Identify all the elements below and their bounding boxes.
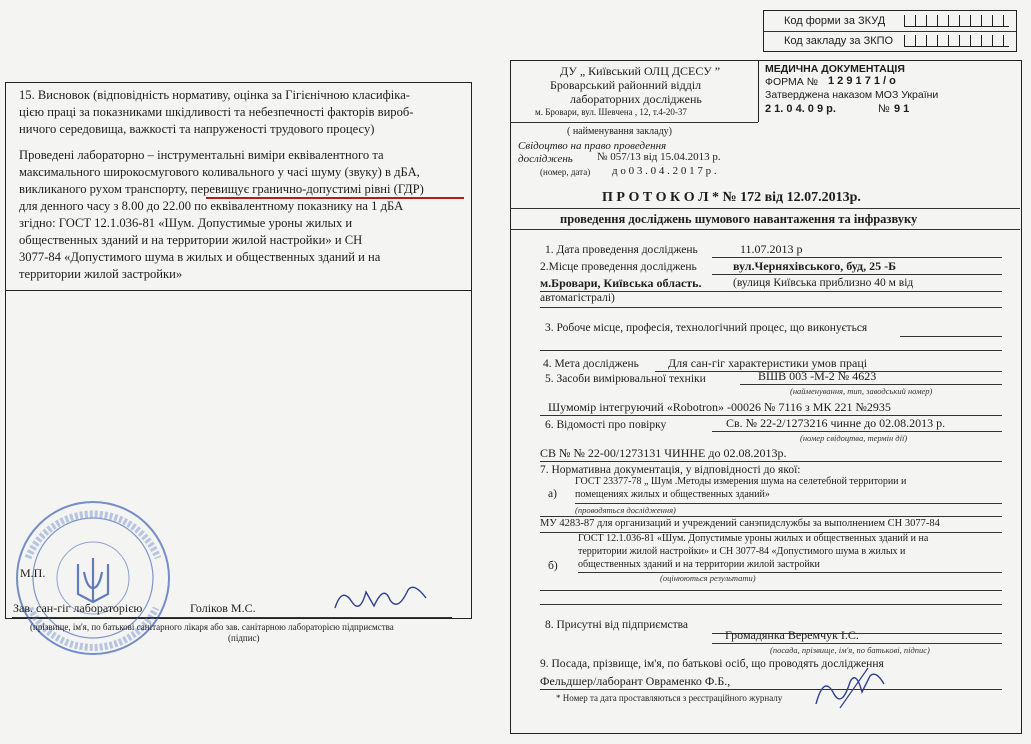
body-line-8: территории жилой застройки» xyxy=(19,267,183,281)
item3-label: 3. Робоче місце, професія, технологічний процес, що виконується xyxy=(545,322,868,334)
item7-mu: МУ 4283-87 для организаций и учреждений санэпидслужбы за выполнением СН 3077-84 xyxy=(540,518,940,529)
item2-line xyxy=(712,274,1002,275)
protocol-title: П Р О Т О К О Л * № 172 від 12.07.2013р. xyxy=(602,190,861,205)
item3-line xyxy=(900,336,1002,337)
item6-label: 6. Відомості про повірку xyxy=(545,419,667,431)
item7b-line-2: территории жилой настройки» и СН 3077-84 «Допустимого шума в жилых и xyxy=(578,546,906,557)
zkud-cells xyxy=(904,15,1009,27)
org-line-1: ДУ „ Київський ОЛЦ ДСЕСУ ” xyxy=(560,64,721,78)
item8-value: Громадянка Веремчук І.С. xyxy=(725,628,859,642)
item4-value: Для сан-гіг характеристики умов праці xyxy=(668,356,868,370)
item8-label: 8. Присутні від підприємства xyxy=(545,619,688,631)
zkud-label: Код форми за ЗКУД xyxy=(784,15,886,27)
item6-value: Св. № 22-2/1273216 чинне до 02.08.2013 р. xyxy=(726,416,946,430)
item2-value2a: м.Бровари, Київська область. xyxy=(540,276,702,290)
zkpo-cells xyxy=(904,35,1009,47)
item7a-label: а) xyxy=(548,488,557,500)
head-signature xyxy=(330,578,440,618)
cert-number: № 057/13 від 15.04.2013 р. xyxy=(597,151,721,163)
item5-value: ВШВ 003 -М-2 № 4623 xyxy=(758,369,877,383)
approved-by: Затверджена наказом МОЗ України xyxy=(765,89,939,101)
section15-line-2: цією праці за показниками шкідливості та небезпечності факторів вироб- xyxy=(19,105,414,119)
header-divider xyxy=(758,60,759,122)
item1-label: 1. Дата проведення досліджень xyxy=(545,244,698,256)
item7a-line-1: ГОСТ 23377-78 „ Шум .Методы измерения шума на селетебной территории и xyxy=(575,476,907,487)
item1-value: 11.07.2013 р xyxy=(740,242,803,256)
item9-line xyxy=(540,689,1002,690)
head-name: Голіков М.С. xyxy=(190,601,256,615)
item6-line2 xyxy=(540,461,1002,462)
item9-label: 9. Посада, прізвище, ім'я, по батькові осіб, що проводять дослідження xyxy=(540,658,884,670)
order-no: 9 1 xyxy=(894,103,910,115)
item7b-line3 xyxy=(540,604,1002,605)
cert-until: д о 0 3 . 0 4 . 2 0 1 7 р . xyxy=(612,165,717,177)
item6-value2: СВ № № 22-00/1273131 ЧИННЕ до 02.08.2013р. xyxy=(540,446,787,460)
item2-line3 xyxy=(540,307,1002,308)
body-line-2: максимального широкосмугового коливального у часі шуму (звуку) в дБА, xyxy=(19,165,420,179)
org-line-2: Броварський районний відділ xyxy=(550,78,702,92)
org-line-3: лабораторних досліджень xyxy=(570,92,702,106)
item7a-line2 xyxy=(540,516,1002,517)
item7b-line-3: общественных зданий и на территории жилой застройки xyxy=(578,559,820,570)
head-label: Зав. сан-гіг лабораторією xyxy=(13,601,143,615)
head-caption: (прізвище, ім'я, по батькові санітарного лікаря або зав. санітарною лабораторією підприємства xyxy=(30,622,394,632)
item6-caption: (номер свідоцтва, термін дії) xyxy=(800,433,908,443)
footnote: * Номер та дата проставляються з реєстраційного журналу xyxy=(556,693,783,703)
item3-line2 xyxy=(540,350,1002,351)
form-label: ФОРМА № xyxy=(765,76,818,88)
item2-label: 2.Місце проведення досліджень xyxy=(540,261,697,273)
protocol-subtitle: проведення досліджень шумового навантаження та інфразвуку xyxy=(560,212,918,226)
item7a-line xyxy=(575,503,1002,504)
inspector-signature xyxy=(810,664,890,714)
cert-label-1: Свідоцтво на право проведення xyxy=(518,140,667,152)
code-box-divider xyxy=(764,31,1016,32)
item6-line xyxy=(712,431,1002,432)
item5-value2: Шумомір інтегруючий «Robotron» -00026 № 7116 з МК 221 №2935 xyxy=(548,400,891,414)
org-line-4: м. Бровари, вул. Шевчена , 12, т.4-20-37 xyxy=(535,107,687,117)
title-line xyxy=(510,208,1020,209)
item4-label: 4. Мета досліджень xyxy=(543,358,639,370)
order-date: 2 1. 0 4. 0 9 р. xyxy=(765,103,836,115)
item7b-line-1: ГОСТ 12.1.036-81 «Шум. Допустимые уроны жилых и общественных зданий и на xyxy=(578,533,929,544)
item2-value: вул.Черняхівського, буд, 25 -Б xyxy=(733,259,897,273)
item7-label: 7. Нормативна документація, у відповідності до якої: xyxy=(540,464,801,476)
head-signature-caption: (підпис) xyxy=(228,633,260,643)
mp-label: М.П. xyxy=(20,566,46,580)
item2-value3: автомагістралі) xyxy=(540,292,615,304)
cert-label-2: досліджень xyxy=(518,153,573,165)
item8-caption: (посада, прізвище, ім'я, по батькові, підпис) xyxy=(770,645,930,655)
conclusion-box xyxy=(6,83,471,291)
item5-caption: (найменування, тип, заводський номер) xyxy=(790,386,933,396)
form-code-box xyxy=(763,10,1017,52)
item7b-label: б) xyxy=(548,560,558,572)
cert-caption: (номер, дата) xyxy=(540,167,591,177)
order-no-label: № xyxy=(878,103,890,115)
item7a-line-2: помещениях жилых и общественных зданий» xyxy=(575,489,770,500)
item5-label: 5. Засоби вимірювальної техніки xyxy=(545,373,706,385)
body-line-6: общественных зданий и на территории жилой настройки» и СН xyxy=(19,233,363,247)
org-caption: ( найменування закладу) xyxy=(567,126,673,137)
body-line-5: згідно: ГОСТ 12.1.036-81 «Шум. Допустимые уроны жилых и xyxy=(19,216,353,230)
item7b-line xyxy=(578,572,1002,573)
item8-line2 xyxy=(712,643,1002,644)
body-line-4: для денного часу з 8.00 до 22.00 по еквівалентному показнику на 1 дБА xyxy=(19,199,404,213)
body-line-1: Проведені лабораторно – інструментальні виміри еквівалентного та xyxy=(19,148,384,162)
item7b-line2 xyxy=(540,590,1002,591)
section15-line-1: 15. Висновок (відповідність нормативу, оцінка за Гігієнічною класифіка- xyxy=(19,88,410,102)
section15-line-3: ничого середовища, важкості та напруженості трудового процесу) xyxy=(19,122,375,136)
form-number: 1 2 9 1 7 1 / о xyxy=(828,75,896,87)
item7b-caption: (оцінюються результати) xyxy=(660,573,756,583)
body-line-3: викликаного рухом транспорту, перевищує гранично-допустимі рівні (ГДР) xyxy=(19,182,424,196)
trident-emblem xyxy=(78,558,108,602)
item9-value: Фельдшер/лаборант Овраменко Ф.Б., xyxy=(540,674,731,688)
med-doc-title: МЕДИЧНА ДОКУМЕНТАЦІЯ xyxy=(765,63,905,75)
item2-value2b: (вулиця Київська приблизно 40 м від xyxy=(733,277,914,289)
item7a-caption: (проводяться дослідження) xyxy=(575,505,676,515)
body-line-7: 3077-84 «Допустимого шума в жилых и общественных зданий и на xyxy=(19,250,381,264)
zkpo-label: Код закладу за ЗКПО xyxy=(784,35,894,47)
header-bottom-line xyxy=(510,122,758,123)
subtitle-line xyxy=(510,229,1020,230)
item5-line xyxy=(740,384,1002,385)
item1-line xyxy=(712,257,1002,258)
